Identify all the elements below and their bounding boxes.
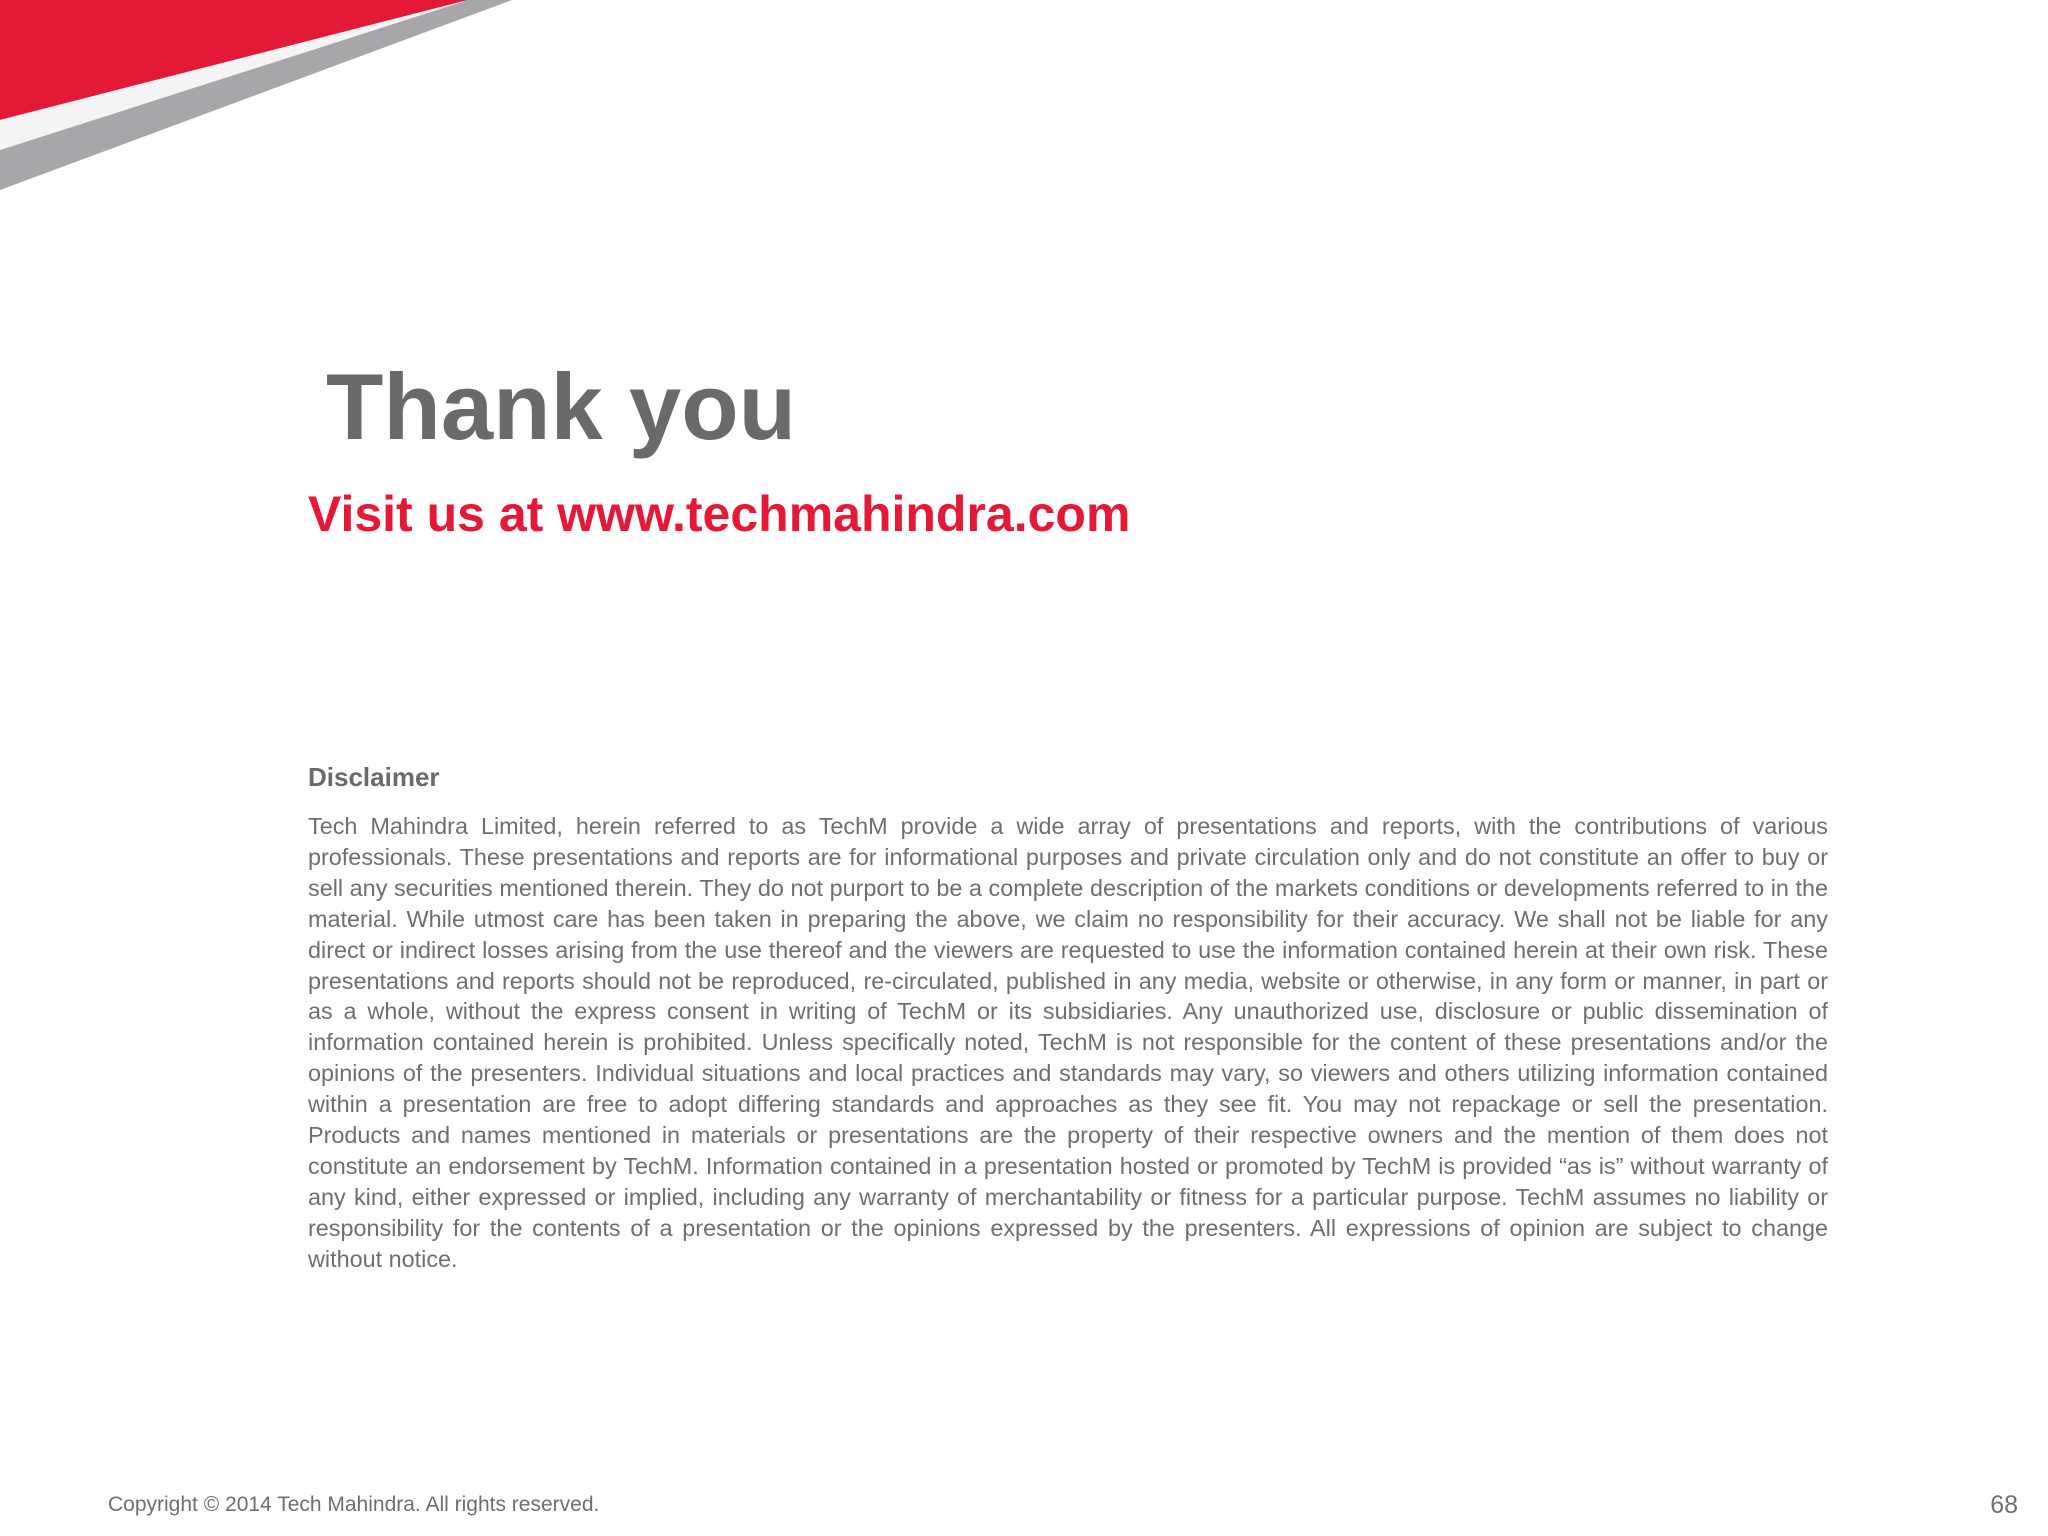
visit-website-text: Visit us at www.techmahindra.com	[308, 486, 1131, 542]
corner-swoosh-decoration	[0, 0, 560, 200]
disclaimer-heading: Disclaimer	[308, 762, 440, 792]
footer-copyright: Copyright © 2014 Tech Mahindra. All rights reserved.	[108, 1493, 600, 1516]
thank-you-title: Thank you	[326, 354, 797, 459]
page-number: 68	[1990, 1491, 2018, 1519]
disclaimer-body: Tech Mahindra Limited, herein referred to as TechM provide a wide array of presentations and reports, with the contributions of various professionals. These presentations and reports are for informational purposes and private circulation only and do not constitute an offer to buy or sell any securities mentioned therein. They do not purport to be a complete description of the markets conditions or developments referred to in the material. While utmost care has been taken in preparing the above, we claim no responsibility for their accuracy. We shall not be liable for any direct or indirect losses arising from the use thereof and the viewers are requested to use the information contained herein at their own risk. These presentations and reports should not be reproduced, re-circulated, published in any media, website or otherwise, in any form or manner, in part or as a whole, without the express consent in writing of TechM or its subsidiaries. Any unauthorized use, disclosure or public dissemination of information contained herein is prohibited. Unless specifically noted, TechM is not responsible for the content of these presentations and/or the opinions of the presenters. Individual situations and local practices and standards may vary, so viewers and others utilizing information contained within a presentation are free to adopt differing standards and approaches as they see fit. You may not repackage or sell the presentation. Products and names mentioned in materials or presentations are the property of their respective owners and the mention of them does not constitute an endorsement by TechM. Information contained in a presentation hosted or promoted by TechM is provided “as is” without warranty of any kind, either expressed or implied, including any warranty of merchantability or fitness for a particular purpose. TechM assumes no liability or responsibility for the contents of a presentation or the opinions expressed by the presenters. All expressions of opinion are subject to change without notice.	[308, 813, 1828, 1272]
